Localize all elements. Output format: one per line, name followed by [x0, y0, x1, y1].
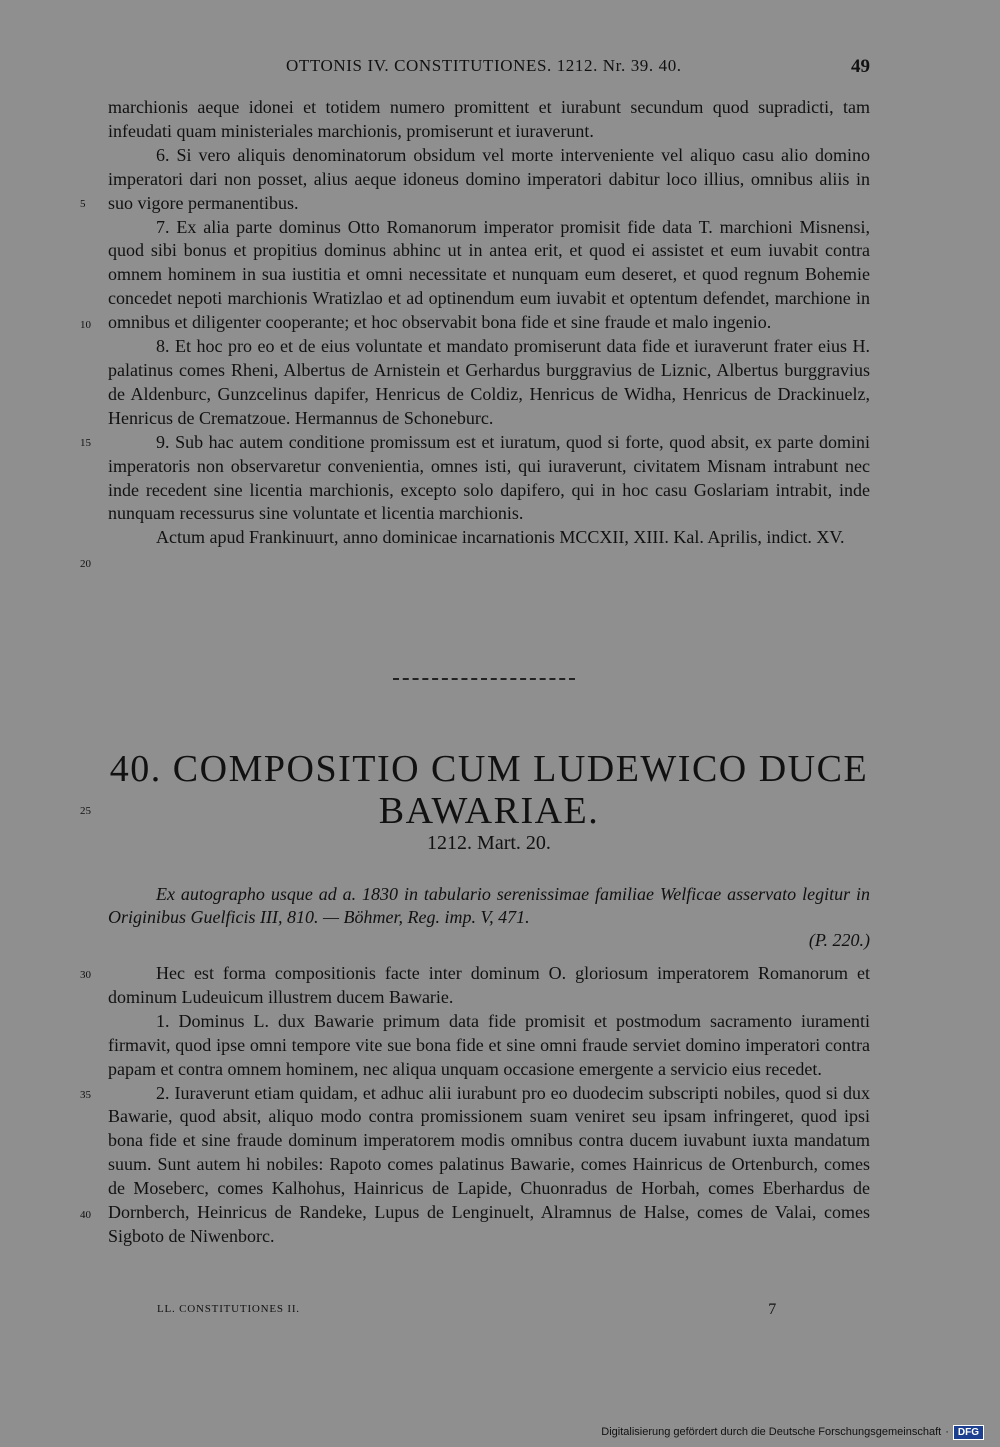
paragraph: 1. Dominus L. dux Bawarie primum data fide promisit et postmodum sacramento iuramenti firmavit, quod ipse omni tempore vite sue bona fide et sine omni fraude serviet domino imperatori contra papam et contra omnem hominem, nec aliqua unquam occasione emergente a servicio eius recedet. — [108, 1010, 870, 1079]
line-number: 20 — [80, 558, 91, 570]
section-40-date: 1212. Mart. 20. — [427, 832, 551, 854]
paragraph: Hec est forma compositionis facte inter dominum O. gloriosum imperatorem Romanorum et dominum Ludeuicum illustrem ducem Bawarie. — [108, 963, 870, 1007]
running-header — [108, 56, 870, 82]
page-footer — [157, 1303, 797, 1323]
paragraph: Actum apud Frankinuurt, anno dominicae incarnationis MCCXII, XIII. Kal. Aprilis, indict. XV. — [156, 527, 845, 548]
line-number: 10 — [80, 319, 91, 331]
line-number: 30 — [80, 969, 91, 981]
line-number: 35 — [80, 1089, 91, 1101]
source-text: Ex autographo usque ad a. 1830 in tabulario serenissimae familiae Welficae asservato legitur in Originibus Guelficis III, 810. — Böhmer, Reg. imp. V, 471. — [108, 884, 870, 927]
paragraph: 8. Et hoc pro eo et de eius voluntate et mandato promiserunt data fide et iuraverunt frater eius H. palatinus comes Rheni, Albertus de Arnistein et Gerhardus burggravius de Liznic, Albertus burggravius de Aldenburc, Gunzcelinus dapifer, Henricus de Coldiz, Henricus de Widha, Henricus de Drackinuelz, Henricus de Crematzoue. Hermannus de Schoneburc. — [108, 336, 870, 428]
section-divider — [393, 678, 575, 680]
title-line: 40. COMPOSITIO CUM LUDEWICO DUCE — [109, 748, 869, 790]
paragraph: 9. Sub hac autem conditione promissum est et iuratum, quod si forte, quod absit, ex parte domini imperatoris non observaretur convenientia, omnes isti, qui iuraverunt, civitatem Misnam intrabunt nec inde recedent sine licentia marchionis, excepto solo dapifero, qui in hoc casu Goslariam intrabit, inde nunquam recessurus sine voluntate et licentia marchionis. — [108, 431, 870, 524]
line-number: 25 — [80, 805, 91, 817]
paragraph: 6. Si vero aliquis denominatorum obsidum vel morte interveniente vel aliquo casu alio domino imperatori dari non posset, alius aeque idoneus domino imperatori dabitur loco illius, omnibus aliis in suo vigore permanentibus. — [108, 144, 870, 213]
line-number: 40 — [80, 1209, 91, 1221]
paragraph: 7. Ex alia parte dominus Otto Romanorum imperator promisit fide data T. marchioni Misnensi, quod sibi bonus et propitius dominus abhinc ut in antea erit, et quod ei assistet et eum iuvabit contra omnem hominem in sua iustitia et omni necessitate et nunquam eum deseret, et quod regnum Bohemie concedet nepoti marchionis Wratizlao et ad optinendum eum iuvabit et optentum defendet, marchione in omnibus et diligenter cooperante; et hoc observabit bona fide et sine fraude et malo ingenio. — [108, 216, 870, 333]
paragraph: 2. Iuraverunt etiam quidam, et adhuc alii iurabunt pro eo duodecim subscripti nobiles, quod si dux Bawarie, quod absit, aliquo modo contra promissionem suam veniret seu ipsam infringeret, quod ipsi bona fide et sine fraude dominum imperatorem modis omnibus contra ducem iuvabunt iuxta mandatum suum. Sunt autem hi nobiles: Rapoto comes palatinus Bawarie, comes Hainricus de Ortenburch, comes de Moseberc, comes Kalhohus, Hainricus de Lapide, Chuonradus de Horbah, comes Eberhardus de Dornberch, Heinricus de Randeke, Lupus de Lenginuelt, Alramnus de Halse, comes de Valai, comes Sigboto de Niwenborc. — [108, 1082, 870, 1246]
paragraph: marchionis aeque idonei et totidem numero promittent et iurabunt secundum quod supradicti, tam infeudati quam ministeriales marchionis, promiserunt et iuraverunt. — [108, 97, 870, 141]
credit-text: Digitalisierung gefördert durch die Deutsche Forschungsgemeinschaft — [601, 1426, 942, 1438]
section-40-text — [108, 962, 870, 1249]
signature-mark: 7 — [768, 1301, 777, 1318]
source-note — [108, 883, 870, 952]
footer-series: LL. CONSTITUTIONES II. — [157, 1303, 300, 1315]
line-number: 15 — [80, 437, 91, 449]
dfg-logo-icon: DFG — [953, 1425, 984, 1440]
line-number: 5 — [80, 198, 86, 210]
source-reference: (P. 220.) — [808, 930, 870, 950]
section-39-text — [108, 96, 870, 550]
title-line: BAWARIAE. — [378, 790, 600, 832]
funding-credit: Digitalisierung gefördert durch die Deutsche Forschungsgemeinschaft · DFG — [601, 1423, 984, 1441]
section-40-title — [108, 748, 870, 832]
running-title: OTTONIS IV. CONSTITUTIONES. 1212. Nr. 39. 40. — [286, 56, 682, 75]
page-number: 49 — [851, 56, 870, 77]
